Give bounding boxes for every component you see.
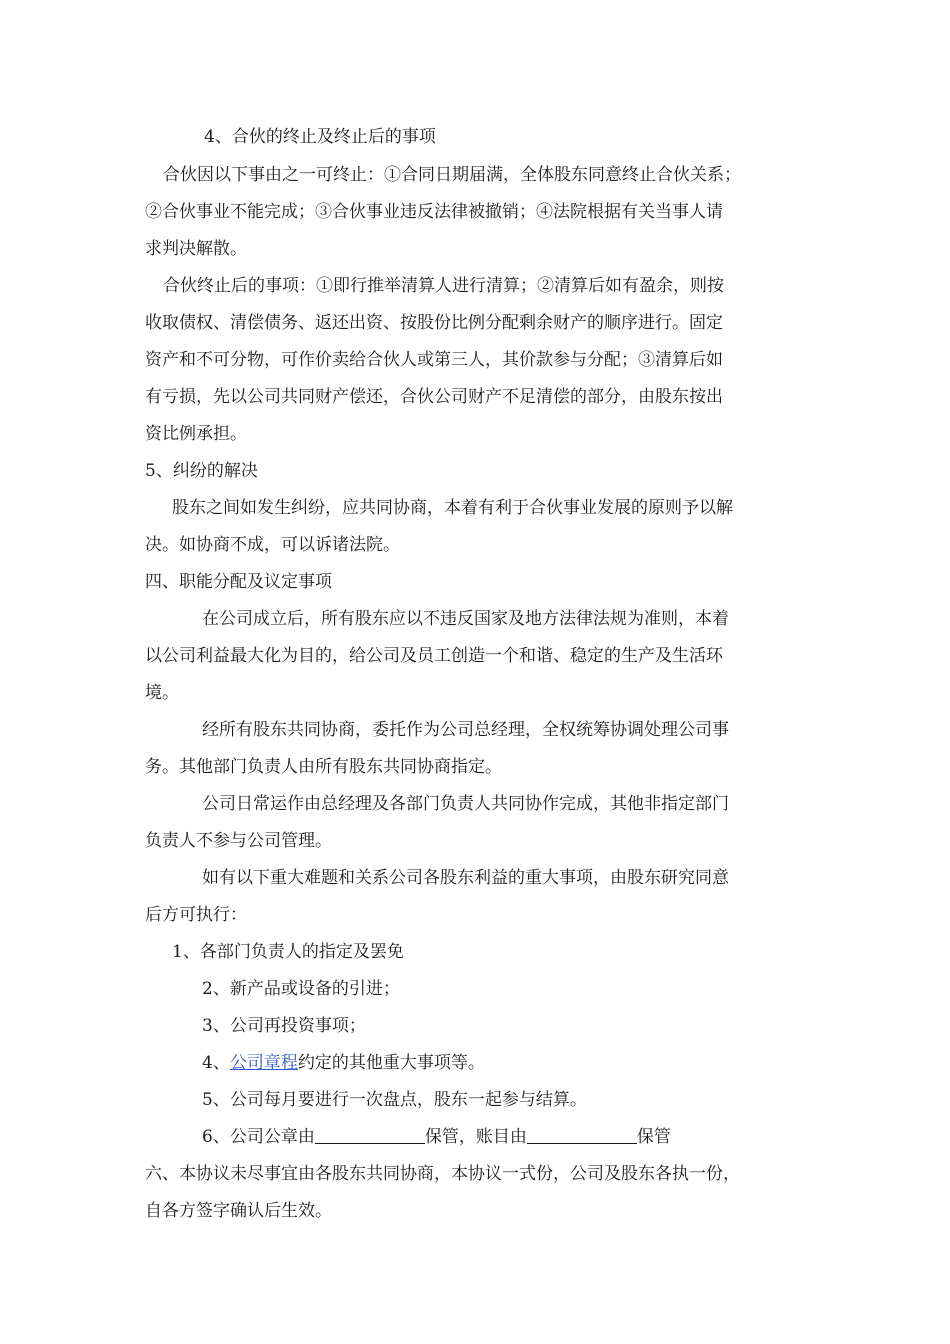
paragraph-line: 决。如协商不成，可以诉诸法院。 bbox=[145, 535, 400, 555]
paragraph-line: 求判决解散。 bbox=[145, 239, 247, 259]
paragraph-line: 资比例承担。 bbox=[145, 424, 247, 444]
seal-keeper-blank bbox=[315, 1127, 425, 1144]
paragraph-line: 有亏损，先以公司共同财产偿还，合伙公司财产不足清偿的部分，由股东按出 bbox=[145, 387, 723, 407]
paragraph-line: 务。其他部门负责人由所有股东共同协商指定。 bbox=[145, 757, 502, 777]
list-item-text: 6、公司公章由 bbox=[202, 1127, 315, 1147]
heading-duties: 四、职能分配及议定事项 bbox=[145, 572, 332, 592]
paragraph-line: 以公司利益最大化为目的，给公司及员工创造一个和谐、稳定的生产及生活环 bbox=[145, 646, 723, 666]
paragraph-line: ②合伙事业不能完成；③合伙事业违反法律被撤销；④法院根据有关当事人请 bbox=[145, 202, 723, 222]
list-item bbox=[202, 1051, 485, 1075]
list-item: 5、公司每月要进行一次盘点，股东一起参与结算。 bbox=[202, 1090, 587, 1110]
list-item-text: 保管 bbox=[636, 1127, 671, 1147]
paragraph-line: 后方可执行： bbox=[145, 905, 247, 925]
paragraph-line: 资产和不可分物，可作价卖给合伙人或第三人，其价款参与分配；③清算后如 bbox=[145, 350, 723, 370]
paragraph-line: 收取债权、清偿债务、返还出资、按股份比例分配剩余财产的顺序进行。固定 bbox=[145, 313, 723, 333]
paragraph-line: 经所有股东共同协商，委托作为公司总经理，全权统筹协调处理公司事 bbox=[202, 720, 729, 740]
list-item-text: 约定的其他重大事项等。 bbox=[297, 1053, 485, 1073]
list-item bbox=[202, 1125, 671, 1149]
list-item-text: 保管，账目由 bbox=[424, 1127, 527, 1147]
paragraph-line: 合伙终止后的事项：①即行推举清算人进行清算；②清算后如有盈余，则按 bbox=[163, 276, 724, 296]
paragraph-line: 股东之间如发生纠纷，应共同协商，本着有利于合伙事业发展的原则予以解 bbox=[172, 498, 733, 518]
heading-dispute: 5、纠纷的解决 bbox=[145, 461, 258, 481]
paragraph-line: 公司日常运作由总经理及各部门负责人共同协作完成，其他非指定部门 bbox=[202, 794, 729, 814]
list-item-prefix: 4、 bbox=[202, 1053, 230, 1073]
accounts-keeper-blank bbox=[527, 1127, 637, 1144]
paragraph-line: 六、本协议未尽事宜由各股东共同协商，本协议一式份，公司及股东各执一份， bbox=[145, 1164, 740, 1184]
paragraph-line: 境。 bbox=[145, 683, 179, 703]
company-charter-link[interactable]: 公司章程 bbox=[229, 1053, 298, 1073]
paragraph-line: 如有以下重大难题和关系公司各股东利益的重大事项，由股东研究同意 bbox=[202, 868, 729, 888]
paragraph-line: 在公司成立后，所有股东应以不违反国家及地方法律法规为准则，本着 bbox=[202, 609, 729, 629]
list-item: 2、新产品或设备的引进； bbox=[202, 979, 400, 999]
paragraph-line: 自各方签字确认后生效。 bbox=[145, 1201, 332, 1221]
heading-termination: 4、合伙的终止及终止后的事项 bbox=[204, 127, 436, 147]
paragraph-line: 合伙因以下事由之一可终止：①合同日期届满，全体股东同意终止合伙关系； bbox=[163, 165, 741, 185]
paragraph-line: 负责人不参与公司管理。 bbox=[145, 831, 332, 851]
list-item: 1、各部门负责人的指定及罢免 bbox=[172, 942, 404, 962]
list-item: 3、公司再投资事项； bbox=[202, 1016, 366, 1036]
